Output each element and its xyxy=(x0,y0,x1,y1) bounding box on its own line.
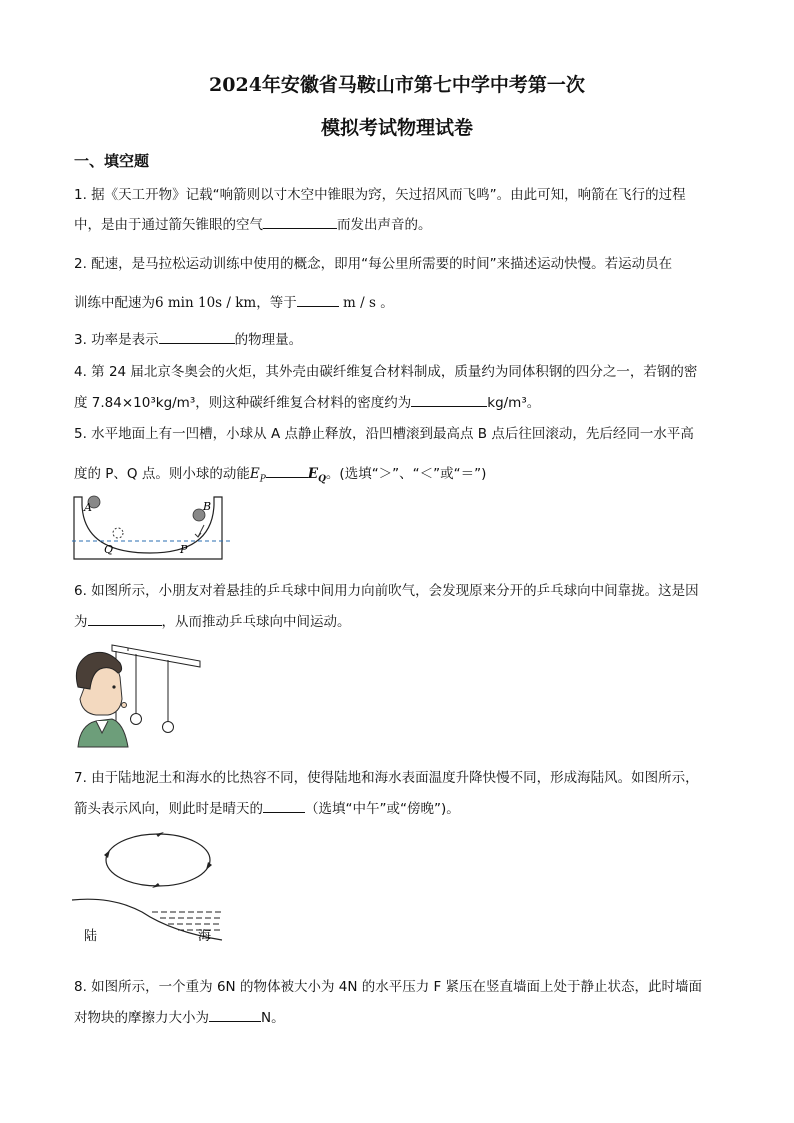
label-sea: 海 xyxy=(198,929,212,944)
q3-line xyxy=(74,328,302,348)
child-mouth xyxy=(122,703,127,708)
q1-text-a: 中，是由于通过箭矢锥眼的空气 xyxy=(74,217,263,233)
q2-line1: 2. 配速，是马拉松运动训练中使用的概念，即用“每公里所需要的时间”来描述运动快慢。若运动员在 xyxy=(74,256,673,272)
q1-answer-blank[interactable] xyxy=(263,216,337,229)
q4-answer-blank[interactable] xyxy=(411,394,487,407)
ping-pong-figure xyxy=(72,643,207,748)
q6-text-a: 为 xyxy=(74,614,88,630)
ping-pong-ball-left xyxy=(131,714,142,725)
q5-energy-p: $E_P$ xyxy=(249,466,266,485)
q2-text-a: 训练中配速为 xyxy=(74,295,155,311)
q2-text-b: ，等于 xyxy=(256,295,297,311)
q6-text-b: ，从而推动乒乓球向中间运动。 xyxy=(161,614,351,630)
q2-pace-value: 6 min 10s / km xyxy=(155,295,257,311)
q1-line1: 1. 据《天工开物》记载“响箭则以寸木空中锥眼为窍，矢过招风而飞鸣”。由此可知，响箭在飞行的过程 xyxy=(74,187,686,203)
q5-energy-q: $E_Q$ xyxy=(307,466,326,485)
sea-breeze-figure xyxy=(72,828,230,946)
label-b: B xyxy=(203,500,212,513)
q6-line2 xyxy=(74,610,351,630)
ball-q-dashed xyxy=(113,528,123,538)
motion-arrow-head xyxy=(195,533,201,537)
wind-circulation-loop xyxy=(106,834,210,886)
q5-text-a: 度的 P、Q 点。则小球的动能 xyxy=(74,466,250,482)
q8-text-a: 对物块的摩擦力大小为 xyxy=(74,1010,209,1026)
label-p: P xyxy=(180,543,188,556)
label-a: A xyxy=(84,501,92,514)
q5-text-b: 。(选填“＞”、“＜”或“＝”) xyxy=(325,466,487,482)
q3-text-a: 3. 功率是表示 xyxy=(74,332,159,348)
wind-arrow-right xyxy=(206,862,212,870)
q3-text-b: 的物理量。 xyxy=(234,332,303,348)
page-title: 2024年安徽省马鞍山市第七中学中考第一次 xyxy=(209,74,585,96)
q6-answer-blank[interactable] xyxy=(88,613,162,626)
q8-line1: 8. 如图所示，一个重为 6N 的物体被大小为 4N 的水平压力 F 紧压在竖直墙面上处于静止状态，此时墙面 xyxy=(74,979,703,995)
q4-line2 xyxy=(74,391,540,411)
ping-pong-ball-right xyxy=(163,722,174,733)
q4-text-b: kg/m³。 xyxy=(487,395,541,411)
q5-line1: 5. 水平地面上有一凹槽，小球从 A 点静止释放，沿凹槽滚到最高点 B 点后往回滚动，先后经同一水平高 xyxy=(74,426,694,442)
q1-text-b: 而发出声音的。 xyxy=(337,217,432,233)
q7-line1: 7. 由于陆地泥土和海水的比热容不同，使得陆地和海水表面温度升降快慢不同，形成海陆风。如图所示， xyxy=(74,770,699,786)
q2-answer-blank[interactable] xyxy=(297,294,339,307)
q7-text-b: （选填“中午”或“傍晚”)。 xyxy=(305,801,460,817)
q5-answer-blank[interactable] xyxy=(266,465,308,478)
q5-line2 xyxy=(74,462,486,485)
groove-figure xyxy=(72,493,232,561)
page-subtitle: 模拟考试物理试卷 xyxy=(320,117,473,139)
q2-unit: m / s xyxy=(343,295,376,311)
label-land: 陆 xyxy=(84,929,98,944)
q4-text-a: 度 7.84×10³kg/m³，则这种碳纤维复合材料的密度约为 xyxy=(74,395,412,411)
q3-answer-blank[interactable] xyxy=(159,331,235,344)
support-bar xyxy=(112,645,200,667)
q2-line2 xyxy=(74,291,394,311)
q6-line1: 6. 如图所示，小朋友对着悬挂的乒乓球中间用力向前吹气，会发现原来分开的乒乓球向中间靠拢。这是因 xyxy=(74,583,699,599)
wind-arrow-left xyxy=(104,850,110,858)
q8-line2 xyxy=(74,1006,285,1026)
section-heading: 一、填空题 xyxy=(74,152,150,170)
q2-text-c: 。 xyxy=(380,295,394,311)
q8-text-b: N。 xyxy=(261,1010,285,1026)
q7-line2 xyxy=(74,797,460,817)
q7-text-a: 箭头表示风向，则此时是晴天的 xyxy=(74,801,263,817)
q7-answer-blank[interactable] xyxy=(263,800,305,813)
q4-line1: 4. 第 24 届北京冬奥会的火炬，其外壳由碳纤维复合材料制成，质量约为同体积钢的四分之一，若钢的密 xyxy=(74,364,698,380)
q1-line2 xyxy=(74,213,432,233)
q8-answer-blank[interactable] xyxy=(209,1009,261,1022)
label-q: Q xyxy=(104,543,114,556)
